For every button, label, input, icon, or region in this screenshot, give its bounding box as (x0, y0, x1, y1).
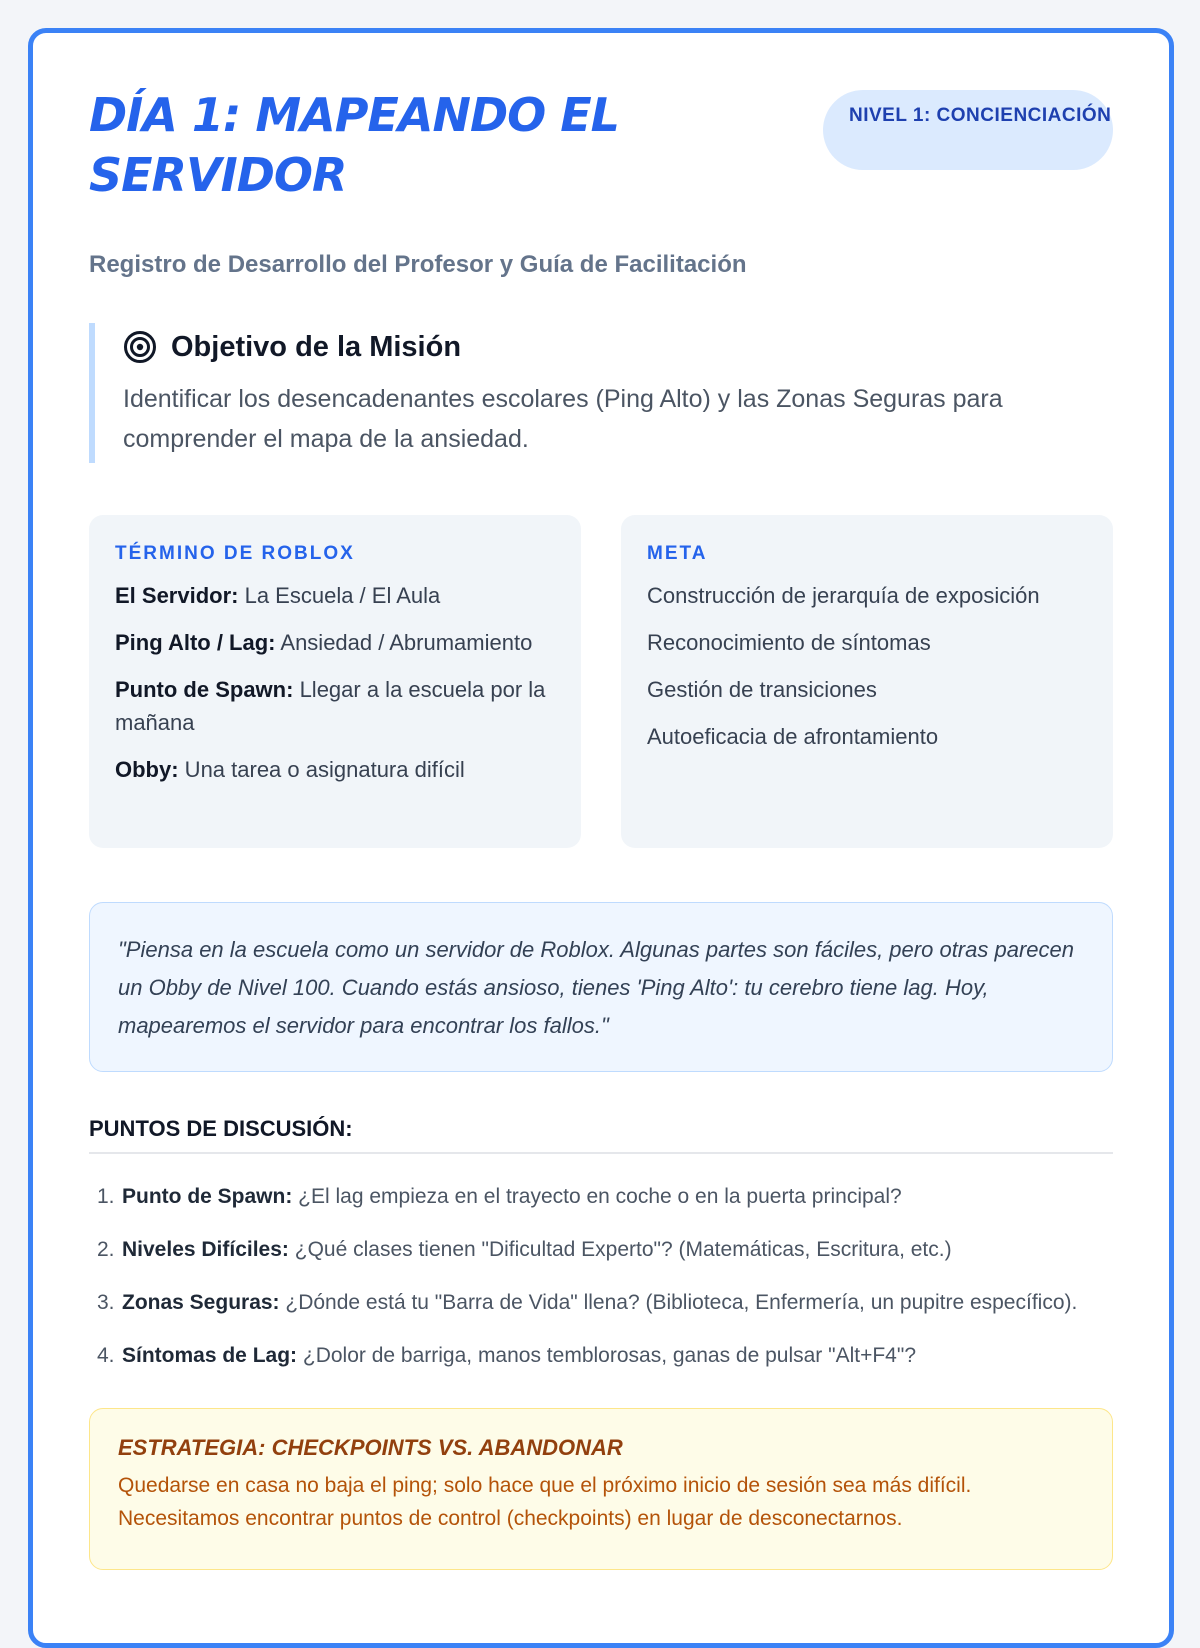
item-number: 1. (97, 1185, 115, 1208)
objective-text: Identificar los desencadenantes escolares (Ping Alto) y las Zonas Seguras para comprender el mapa de la ansiedad. (123, 385, 1003, 453)
level-badge: NIVEL 1: CONCIENCIACIÓN (823, 90, 1113, 170)
objective-title: Objetivo de la Misión (171, 330, 462, 363)
lesson-card (28, 28, 1174, 1648)
term-meaning: La Escuela / El Aula (238, 583, 441, 608)
page-subtitle: Registro de Desarrollo del Profesor y Guía de Facilitación (89, 251, 747, 278)
item-label: Zonas Seguras: (122, 1291, 280, 1314)
item-text: ¿Dolor de barriga, manos temblorosas, ganas de pulsar "Alt+F4"? (297, 1344, 916, 1367)
list-item (89, 1339, 1113, 1372)
strategy-title: ESTRATEGIA: CHECKPOINTS VS. ABANDONAR (118, 1435, 623, 1460)
item-number: 2. (97, 1238, 115, 1261)
term-meaning: Ansiedad / Abrumamiento (275, 630, 533, 655)
term-meaning: Una tarea o asignatura difícil (178, 757, 465, 782)
term-meaning: Llegar a la escuela por la mañana (115, 677, 546, 735)
term-name: Obby: (115, 757, 179, 782)
objective-header (123, 327, 1113, 367)
item-text: ¿El lag empieza en el trayecto en coche o en la puerta principal? (292, 1185, 902, 1208)
term-name: El Servidor: (115, 583, 239, 608)
list-item (89, 1233, 1113, 1266)
goal-item: Reconocimiento de síntomas (647, 630, 931, 655)
discussion-title: PUNTOS DE DISCUSIÓN: (89, 1116, 1113, 1154)
info-boxes (89, 515, 1113, 848)
list-item (89, 1286, 1113, 1319)
strategy-text: Quedarse en casa no baja el ping; solo hace que el próximo inicio de sesión sea más difícil. Necesitamos encontrar puntos de control (checkpoints) en lugar de desconectarnos. (118, 1474, 972, 1530)
strategy-box (89, 1408, 1113, 1570)
target-icon (123, 330, 157, 364)
term-item (115, 673, 555, 739)
header (89, 85, 1113, 245)
roblox-terms-box (89, 515, 581, 848)
goals-box (621, 515, 1113, 848)
item-label: Síntomas de Lag: (122, 1344, 298, 1367)
facilitator-quote: "Piensa en la escuela como un servidor de Roblox. Algunas partes son fáciles, pero otras parecen un Obby de Nivel 100. Cuando estás ansioso, tienes 'Ping Alto': tu cerebro tiene lag. Hoy, mapearemos el servidor para encontrar los fallos." (89, 902, 1113, 1072)
item-label: Punto de Spawn: (122, 1185, 293, 1208)
item-text: ¿Qué clases tienen "Dificultad Experto"? (Matemáticas, Escritura, etc.) (288, 1238, 952, 1261)
term-name: Ping Alto / Lag: (115, 630, 276, 655)
discussion-list (89, 1180, 1113, 1372)
goal-item: Gestión de transiciones (647, 677, 877, 702)
term-item (115, 753, 555, 786)
term-item (115, 579, 555, 612)
goal-item: Construcción de jerarquía de exposición (647, 583, 1040, 608)
mission-objective (89, 323, 1113, 463)
term-item (115, 626, 555, 659)
goal-item: Autoeficacia de afrontamiento (647, 724, 939, 749)
goals-label: META (647, 543, 708, 564)
item-label: Niveles Difíciles: (122, 1238, 289, 1261)
roblox-terms-label: TÉRMINO DE ROBLOX (115, 543, 355, 564)
item-text: ¿Dónde está tu "Barra de Vida" llena? (Biblioteca, Enfermería, un pupitre específico). (279, 1291, 1078, 1314)
term-name: Punto de Spawn: (115, 677, 294, 702)
list-item (89, 1180, 1113, 1213)
page-title: DÍA 1: MAPEANDO EL SERVIDOR (89, 88, 619, 202)
item-number: 4. (97, 1344, 115, 1367)
item-number: 3. (97, 1291, 115, 1314)
